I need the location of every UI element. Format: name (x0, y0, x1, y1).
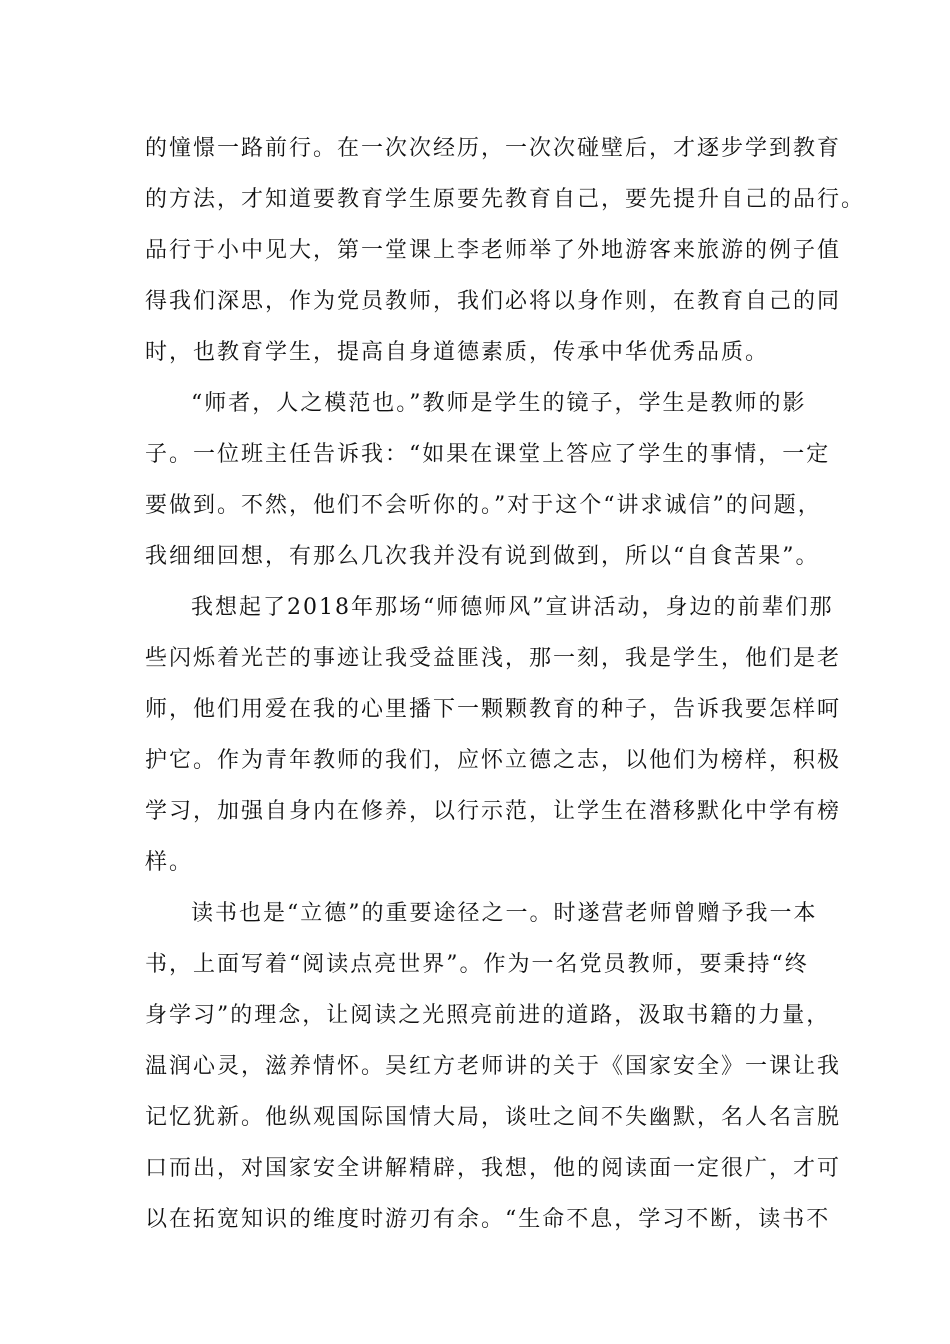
paragraph-1-line-5: 时，也教育学生，提高自身道德素质，传承中华优秀品质。 (145, 340, 770, 365)
paragraph-3-line-2: 些闪烁着光芒的事迹让我受益匪浅，那一刻，我是学生，他们是老 (145, 646, 842, 671)
paragraph-3-line-6: 样。 (145, 850, 194, 875)
paragraph-4-line-4: 温润心灵，滋养情怀。吴红方老师讲的关于《国家安全》一课让我 (145, 1054, 842, 1079)
paragraph-2-line-2: 子。一位班主任告诉我：“如果在课堂上答应了学生的事情，一定 (145, 442, 831, 467)
document-body (145, 128, 866, 1250)
paragraph-3-line-4: 护它。作为青年教师的我们，应怀立德之志，以他们为榜样，积极 (145, 748, 842, 773)
paragraph-3-line-1: 我想起了2018年那场“师德师风”宣讲活动，身边的前辈们那 (191, 595, 834, 620)
paragraph-2-line-1: “师者，人之模范也。”教师是学生的镜子，学生是教师的影 (191, 391, 807, 416)
paragraph-4-line-3: 身学习”的理念，让阅读之光照亮前进的道路，汲取书籍的力量， (145, 1003, 831, 1028)
paragraph-1-line-2: 的方法，才知道要教育学生原要先教育自己，要先提升自己的品行。 (145, 187, 866, 212)
paragraph-2-line-3: 要做到。不然，他们不会听你的。”对于这个“讲求诚信”的问题， (145, 493, 822, 518)
paragraph-4-line-6: 口而出，对国家安全讲解精辟，我想，他的阅读面一定很广，才可 (145, 1156, 842, 1181)
paragraph-4-line-5: 记忆犹新。他纵观国际国情大局，谈吐之间不失幽默，名人名言脱 (145, 1105, 842, 1130)
paragraph-1-line-1: 的憧憬一路前行。在一次次经历，一次次碰壁后，才逐步学到教育 (145, 136, 842, 161)
paragraph-1-line-4: 得我们深思，作为党员教师，我们必将以身作则，在教育自己的同 (145, 289, 842, 314)
paragraph-3-line-5: 学习，加强自身内在修养，以行示范，让学生在潜移默化中学有榜 (145, 799, 842, 824)
paragraph-4-line-2: 书，上面写着“阅读点亮世界”。作为一名党员教师，要秉持“终 (145, 952, 809, 977)
paragraph-3-line-3: 师，他们用爱在我的心里播下一颗颗教育的种子，告诉我要怎样呵 (145, 697, 842, 722)
paragraph-2-line-4: 我细细回想，有那么几次我并没有说到做到，所以“自食苦果”。 (145, 544, 820, 569)
paragraph-4-line-7: 以在拓宽知识的维度时游刃有余。“生命不息，学习不断，读书不 (145, 1207, 831, 1232)
paragraph-4-line-1: 读书也是“立德”的重要途径之一。时遂营老师曾赠予我一本 (191, 901, 818, 926)
paragraph-1-line-3: 品行于小中见大，第一堂课上李老师举了外地游客来旅游的例子值 (145, 238, 842, 263)
